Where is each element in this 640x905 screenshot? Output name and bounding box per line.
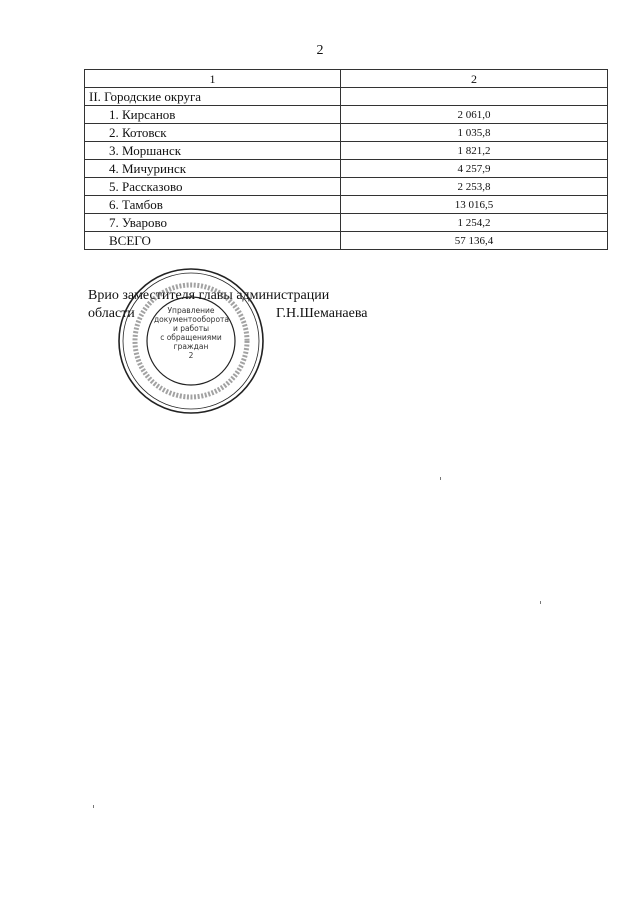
table-row [85,214,608,232]
row-name: 1. Кирсанов [85,106,341,124]
row-value: 1 035,8 [341,124,608,142]
signature-title-line1: Врио заместителя главы администрации [88,288,330,303]
signatory-name: Г.Н.Шеманаева [276,306,368,321]
table-row [85,178,608,196]
official-seal [116,266,266,416]
row-value: 13 016,5 [341,196,608,214]
table-row [85,106,608,124]
row-value: 1 254,2 [341,214,608,232]
row-value: 2 253,8 [341,178,608,196]
seal-center-text: Управление документооборота и работы с обращениями граждан 2 [154,306,229,360]
column-header-1: 1 [85,70,341,88]
table-header-row [85,70,608,88]
row-name: 2. Котовск [85,124,341,142]
row-name: 5. Рассказово [85,178,341,196]
row-name: 4. Мичуринск [85,160,341,178]
table-row [85,124,608,142]
scan-speck [93,805,94,808]
scan-speck [440,477,441,480]
row-value: 4 257,9 [341,160,608,178]
table-row [85,196,608,214]
scan-speck [540,601,541,604]
allocation-table [84,69,608,250]
section-row [85,88,608,106]
row-name: 6. Тамбов [85,196,341,214]
section-value-empty [341,88,608,106]
column-header-2: 2 [341,70,608,88]
section-title: II. Городские округа [85,88,341,106]
total-label: ВСЕГО [85,232,341,250]
row-value: 1 821,2 [341,142,608,160]
page-number: 2 [316,43,324,58]
total-value: 57 136,4 [341,232,608,250]
row-name: 7. Уварово [85,214,341,232]
row-value: 2 061,0 [341,106,608,124]
row-name: 3. Моршанск [85,142,341,160]
signature-region: области [88,306,135,321]
total-row [85,232,608,250]
table-row [85,142,608,160]
table-row [85,160,608,178]
